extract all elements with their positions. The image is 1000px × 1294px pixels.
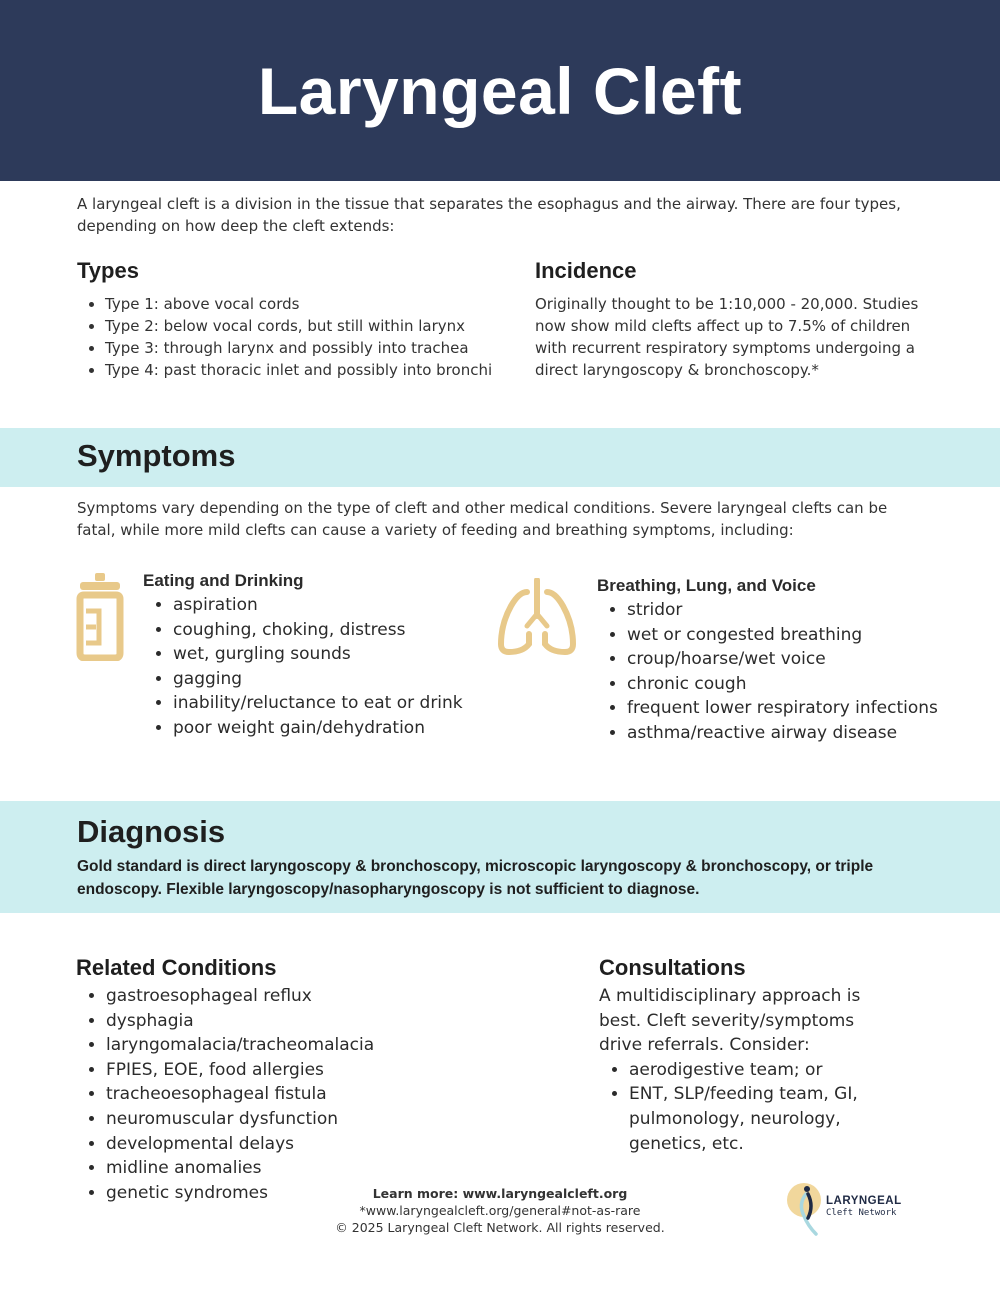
breathing-symptom-item: • wet or congested breathing [627,623,957,648]
related-title: Related Conditions [76,955,277,980]
symptoms-text: Symptoms vary depending on the type of cleft and other medical conditions. Severe laryngeal clefts can be fatal, while more mild clefts can cause a variety of feeding and breathing symptoms, including: [77,499,888,539]
related-condition-item: • neuromuscular dysfunction [106,1107,496,1132]
eating-symptom-item: • inability/reluctance to eat or drink [173,691,483,716]
copyright-text: © 2025 Laryngeal Cleft Network. All rights reserved. [335,1220,665,1235]
consultation-item: • ENT, SLP/feeding team, GI, pulmonology, neurology, genetics, etc. [629,1082,899,1156]
breathing-symptom-item: • asthma/reactive airway disease [627,721,957,746]
types-section [77,258,517,381]
breathing-symptom-item: • chronic cough [627,672,957,697]
types-list-item: • Type 4: past thoracic inlet and possibly into bronchi [105,359,517,381]
related-condition-item: • laryngomalacia/tracheomalacia [106,1033,496,1058]
incidence-title: Incidence [535,258,637,283]
consultations-section [599,955,899,1156]
diagnosis-band [0,801,1000,913]
eating-symptom-item: • coughing, choking, distress [173,618,483,643]
symptoms-band [0,428,1000,487]
types-list-item: • Type 2: below vocal cords, but still within larynx [105,315,517,337]
breathing-symptom-item: • croup/hoarse/wet voice [627,647,957,672]
related-condition-item: • developmental delays [106,1132,496,1157]
consultations-list [599,1058,899,1156]
logo-line1: LARYNGEAL [826,1195,902,1207]
breathing-symptom-item: • frequent lower respiratory infections [627,696,957,721]
types-list [77,293,517,381]
eating-title: Eating and Drinking [143,571,304,590]
logo-line2: Cleft Network [826,1208,897,1218]
eating-symptom-item: • wet, gurgling sounds [173,642,483,667]
related-condition-item: • genetic syndromes [106,1181,496,1206]
diagnosis-text: Gold standard is direct laryngoscopy & bronchoscopy, microscopic laryngoscopy & bronchoscopy, or triple endoscopy. Flexible laryngoscopy/nasopharyngoscopy is not sufficient to diagnose. [77,858,874,898]
intro-text: A laryngeal cleft is a division in the tissue that separates the esophagus and the airway. There are four types, depending on how deep the cleft extends: [77,195,901,235]
related-condition-item: • midline anomalies [106,1156,496,1181]
consultations-title: Consultations [599,955,746,980]
related-condition-item: • dysphagia [106,1009,496,1034]
related-condition-item: • gastroesophageal reflux [106,984,496,1009]
types-title: Types [77,258,139,283]
baby-bottle-icon [74,571,126,661]
logo [786,1180,926,1240]
types-list-item: • Type 3: through larynx and possibly into trachea [105,337,517,359]
consultations-text: A multidisciplinary approach is best. Cleft severity/symptoms drive referrals. Consider: [599,986,861,1056]
breathing-list [597,598,957,746]
citation-text: *www.laryngealcleft.org/general#not-as-rare [359,1203,641,1218]
related-list [76,984,496,1205]
related-condition-item: • FPIES, EOE, food allergies [106,1058,496,1083]
breathing-section [597,576,957,746]
eating-list [143,593,483,741]
diagnosis-title: Diagnosis [77,814,226,849]
types-list-item: • Type 1: above vocal cords [105,293,517,315]
breathing-symptom-item: • stridor [627,598,957,623]
consultation-item: • aerodigestive team; or [629,1058,899,1083]
eating-symptom-item: • gagging [173,667,483,692]
related-condition-item: • tracheoesophageal fistula [106,1082,496,1107]
breathing-title: Breathing, Lung, and Voice [597,576,816,595]
lungs-icon [497,578,577,656]
footer [300,1185,700,1236]
eating-symptom-item: • poor weight gain/dehydration [173,716,483,741]
page-header [0,0,1000,181]
related-section [76,955,496,1205]
eating-symptom-item: • aspiration [173,593,483,618]
learn-more-link[interactable]: Learn more: www.laryngealcleft.org [372,1186,628,1201]
eating-section [143,571,483,741]
symptoms-title: Symptoms [77,438,236,473]
incidence-section [535,258,925,381]
incidence-text: Originally thought to be 1:10,000 - 20,000. Studies now show mild clefts affect up to 7.5% of children with recurrent respiratory symptoms undergoing a direct laryngoscopy & bronchoscopy.* [535,295,919,379]
page-title: Laryngeal Cleft [257,53,743,128]
